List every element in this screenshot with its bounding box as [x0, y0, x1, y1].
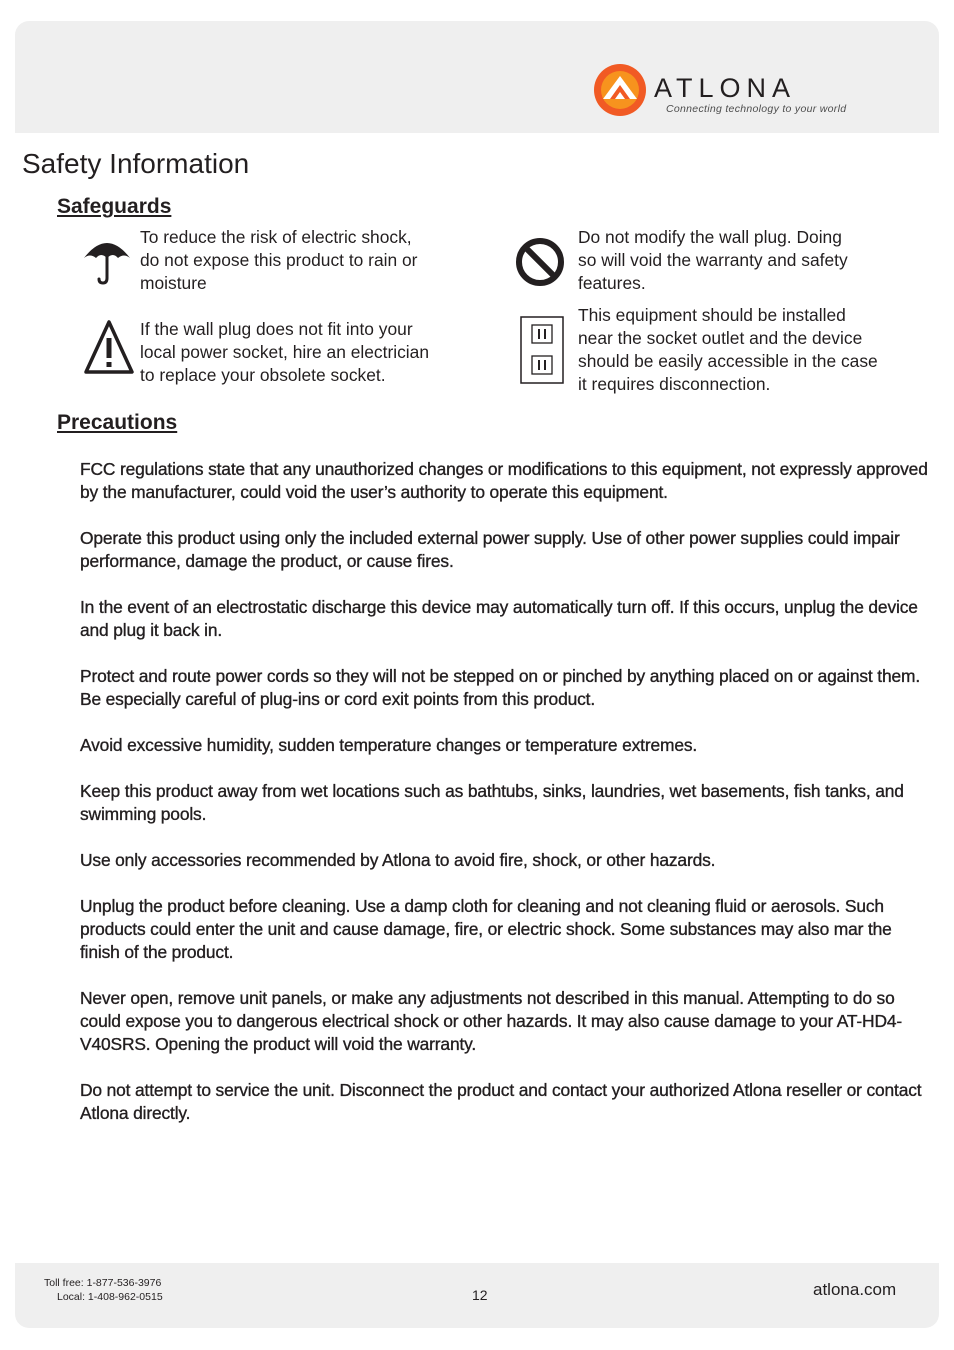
precaution-item: Avoid excessive humidity, sudden temperature changes or temperature extremes. — [80, 735, 698, 755]
umbrella-icon — [82, 234, 132, 286]
precaution-item: Do not attempt to service the unit. Disconnect the product and contact your authorized Atlona reseller or contact Atlona directly. — [80, 1080, 922, 1123]
precaution-item: In the event of an electrostatic discharge this device may automatically turn off. If this occurs, unplug the device and plug it back in. — [80, 597, 918, 640]
atlona-logo-mark-icon — [592, 62, 648, 118]
prohibited-icon — [514, 236, 566, 288]
page-number: 12 — [472, 1287, 488, 1303]
brand-name: ATLONA — [654, 75, 797, 101]
safeguard-text-socket-outlet: This equipment should be installed near the socket outlet and the device should be easily accessible in the case it requires disconnection. — [578, 305, 878, 394]
safeguard-text-rain: To reduce the risk of electric shock, do not expose this product to rain or moisture — [140, 227, 418, 293]
precautions-list — [80, 458, 930, 1148]
precaution-item: Unplug the product before cleaning. Use a damp cloth for cleaning and not cleaning fluid or aerosols. Such products could enter the unit and cause damage, fire, or electric shock. Some substances may also mar the finish of the product. — [80, 896, 892, 962]
precaution-item: Protect and route power cords so they will not be stepped on or pinched by anything placed on or against them. Be especially careful of plug-ins or cord exit points from this product. — [80, 666, 921, 709]
precaution-item: FCC regulations state that any unauthorized changes or modifications to this equipment, not expressly approved by the manufacturer, could void the user’s authority to operate this equipment. — [80, 459, 928, 502]
page-title: Safety Information — [22, 148, 250, 179]
brand-tagline: Connecting technology to your world — [666, 103, 847, 115]
precautions-heading: Precautions — [57, 411, 178, 434]
precaution-item: Never open, remove unit panels, or make any adjustments not described in this manual. Attempting to do so could expose you to dangerous electrical shock or other hazards. It may also cause damage to your AT-HD4-V40SRS. Opening the product will void the warranty. — [80, 988, 903, 1054]
safeguards-heading: Safeguards — [57, 195, 172, 218]
safeguard-text-wall-plug: If the wall plug does not fit into your local power socket, hire an electrician to replace your obsolete socket. — [140, 319, 430, 385]
warning-triangle-icon — [83, 318, 135, 376]
wall-outlet-icon — [520, 316, 564, 384]
website-link[interactable]: atlona.com — [813, 1280, 897, 1299]
precaution-item: Keep this product away from wet locations such as bathtubs, sinks, laundries, wet basements, fish tanks, and swimming pools. — [80, 781, 904, 824]
precaution-item: Operate this product using only the included external power supply. Use of other power supplies could impair performance, damage the product, or cause fires. — [80, 528, 900, 571]
safeguard-text-modify-plug: Do not modify the wall plug. Doing so will void the warranty and safety features. — [578, 227, 848, 293]
local-number: Local: 1-408-962-0515 — [57, 1291, 163, 1303]
toll-free-number: Toll free: 1-877-536-3976 — [44, 1277, 162, 1289]
precaution-item: Use only accessories recommended by Atlona to avoid fire, shock, or other hazards. — [80, 850, 716, 870]
atlona-wordmark — [654, 75, 879, 101]
brand-logo — [592, 62, 882, 120]
